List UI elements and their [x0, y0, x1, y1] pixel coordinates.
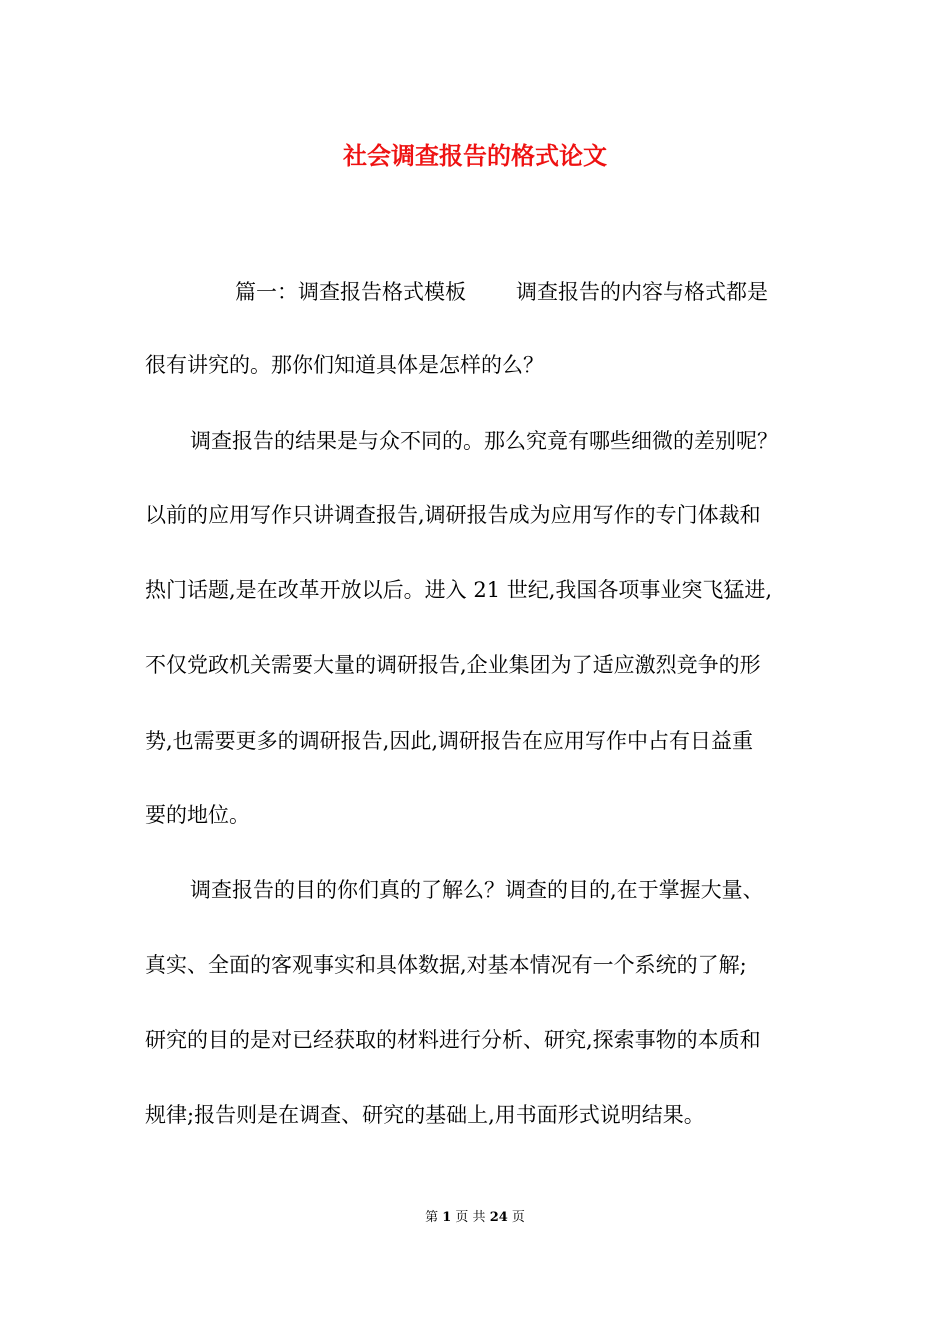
body-line-7: 势,也需要更多的调研报告,因此,调研报告在应用写作中占有日益重 [145, 729, 754, 753]
body-line-5: 热门话题,是在改革开放以后。进入 21 世纪,我国各项事业突飞猛进, [145, 578, 773, 602]
body-line-text-1: 调查报告的内容与格式都是 [516, 280, 768, 304]
body-line-11: 研究的目的是对已经获取的材料进行分析、研究,探索事物的本质和 [145, 1028, 761, 1052]
body-line-6: 不仅党政机关需要大量的调研报告,企业集团为了适应激烈竞争的形 [145, 653, 761, 677]
footer-middle: 页 共 [455, 1210, 486, 1225]
document-title: 社会调查报告的格式论文 [343, 141, 607, 170]
body-line-4: 以前的应用写作只讲调查报告,调研报告成为应用写作的专门体裁和 [145, 503, 761, 527]
footer-page-number: 1 [442, 1210, 452, 1225]
body-line-10: 真实、全面的客观事实和具体数据,对基本情况有一个系统的了解; [145, 953, 747, 977]
body-line-8: 要的地位。 [145, 803, 250, 827]
body-line-12: 规律;报告则是在调查、研究的基础上,用书面形式说明结果。 [145, 1103, 705, 1127]
section-heading: 篇一：调查报告格式模板 [235, 280, 466, 304]
footer-prefix: 第 [425, 1210, 439, 1225]
body-line-1 [145, 277, 900, 307]
body-line-2: 很有讲究的。那你们知道具体是怎样的么？ [145, 353, 544, 377]
body-line-3: 调查报告的结果是与众不同的。那么究竟有哪些细微的差别呢？ [190, 429, 778, 453]
footer-suffix: 页 [511, 1210, 525, 1225]
footer-total-pages: 24 [489, 1210, 508, 1225]
page-footer [0, 1209, 950, 1227]
body-line-9: 调查报告的目的你们真的了解么？调查的目的,在于掌握大量、 [190, 878, 764, 902]
